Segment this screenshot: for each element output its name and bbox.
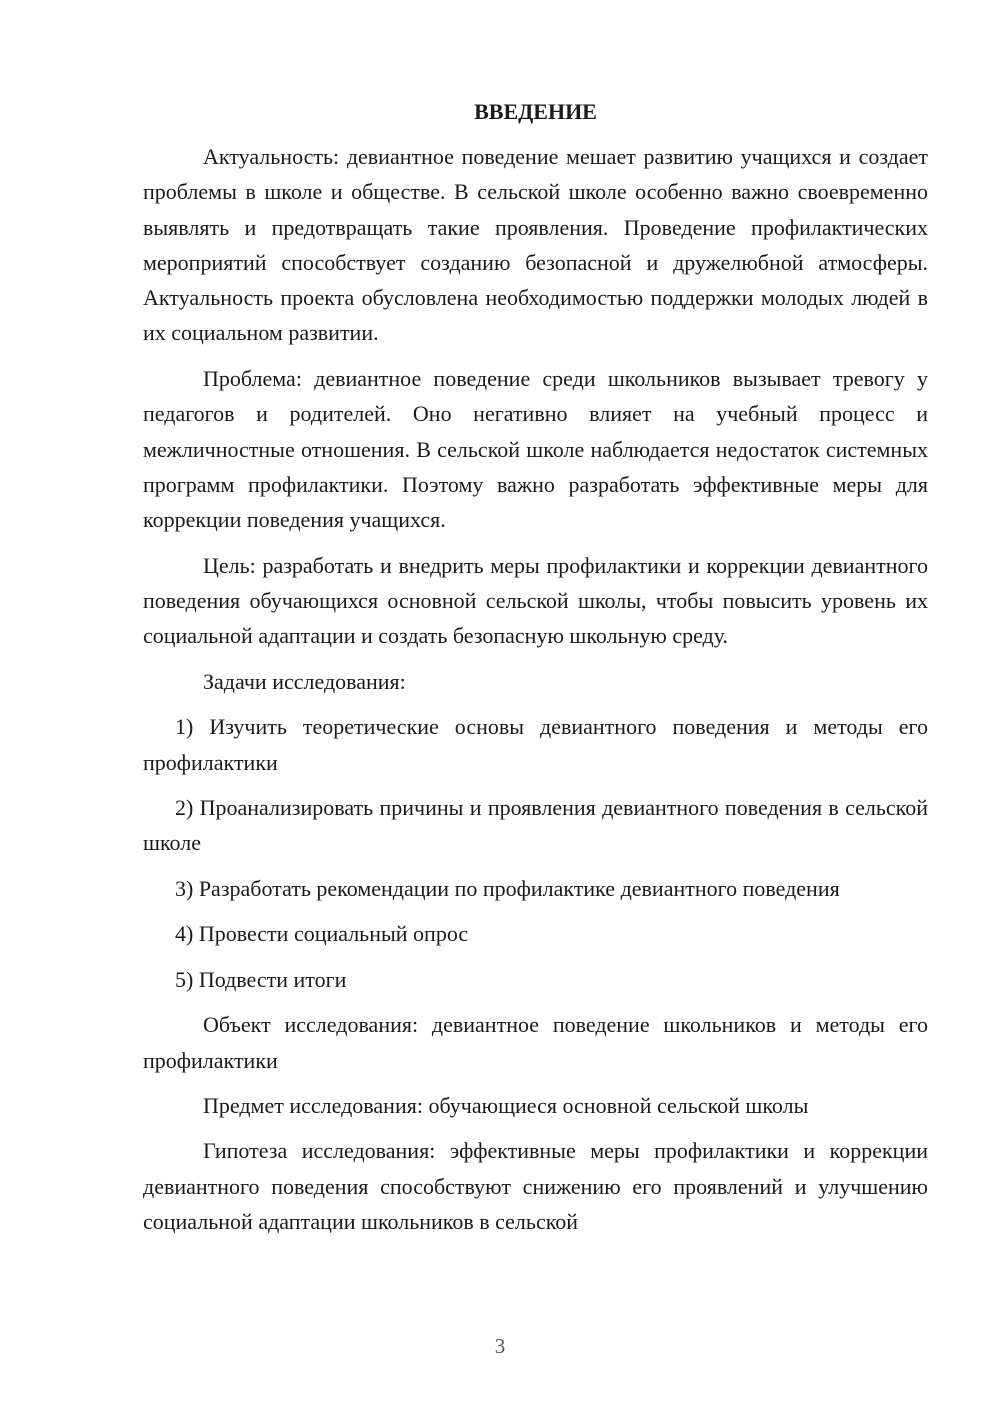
task-item-3: 3) Разработать рекомендации по профилактике девиантного поведения [175, 875, 840, 901]
hypothesis-paragraph: Гипотеза исследования: эффективные меры профилактики и коррекции девиантного поведения способствуют снижению его проявлений и улучшению социальной адаптации школьников в сельской [143, 1138, 928, 1235]
page-content [143, 94, 928, 1250]
task-item-5: 5) Подвести итоги [175, 966, 347, 992]
section-heading: ВВЕДЕНИЕ [474, 99, 597, 124]
subject-paragraph: Предмет исследования: обучающиеся основной сельской школы [203, 1093, 809, 1118]
relevance-paragraph: Актуальность: девиантное поведение мешает развитию учащихся и создает проблемы в школе и обществе. В сельской школе особенно важно своевременно выявлять и предотвращать такие проявления. Проведение профилактических мероприятий способствует созданию безопасной и дружелюбной атмосферы. Актуальность проекта обусловлена необходимостью поддержки молодых людей в их социальном развитии. [143, 144, 928, 346]
object-paragraph: Объект исследования: девиантное поведение школьников и методы его профилактики [143, 1012, 928, 1073]
task-item-2: 2) Проанализировать причины и проявления девиантного поведения в сельской школе [143, 794, 928, 856]
page-number: 3 [494, 1334, 506, 1358]
tasks-heading: Задачи исследования: [203, 668, 406, 694]
task-item-4: 4) Провести социальный опрос [175, 921, 469, 947]
task-item-1: 1) Изучить теоретические основы девиантного поведения и методы его профилактики [143, 714, 928, 775]
problem-paragraph: Проблема: девиантное поведение среди школьников вызывает тревогу у педагогов и родителей. Оно негативно влияет на учебный процесс и межличностные отношения. В сельской школе наблюдается недостаток системных программ профилактики. Поэтому важно разработать эффективные меры для коррекции поведения учащихся. [143, 365, 928, 533]
goal-paragraph: Цель: разработать и внедрить меры профилактики и коррекции девиантного поведения обучающихся основной сельской школы, чтобы повысить уровень их социальной адаптации и создать безопасную школьную среду. [143, 552, 928, 649]
